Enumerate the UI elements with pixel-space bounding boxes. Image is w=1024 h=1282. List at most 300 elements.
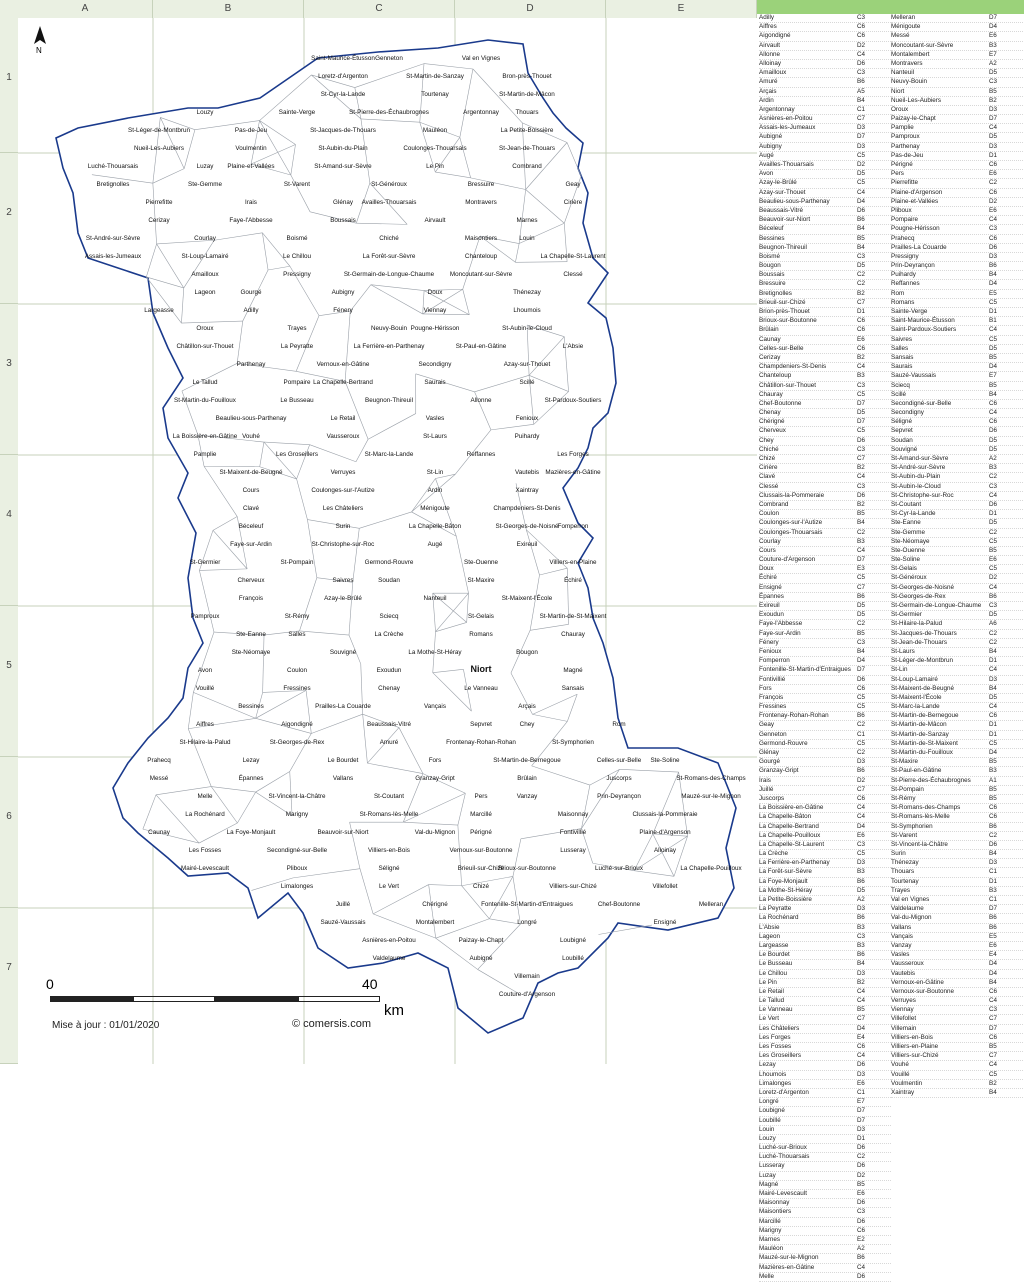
commune-label[interactable]: Chiché xyxy=(379,235,399,242)
index-row xyxy=(759,657,891,666)
commune-label[interactable]: Granzay-Gript xyxy=(415,775,455,782)
commune-label[interactable]: Aigondigné xyxy=(281,721,313,728)
index-row xyxy=(759,777,891,786)
commune-label[interactable]: Bron-près-Thouet xyxy=(502,73,552,80)
commune-label[interactable]: Pers xyxy=(475,793,488,800)
commune-label[interactable]: St-Maixent-de-Beugné xyxy=(219,469,283,476)
commune-label[interactable]: Trayes xyxy=(287,325,306,332)
commune-label[interactable]: Pougne-Hérisson xyxy=(411,325,460,332)
commune-label[interactable]: Chérigné xyxy=(422,901,448,908)
commune-label[interactable]: Thouars xyxy=(515,109,538,116)
commune-label[interactable]: La Forêt-sur-Sèvre xyxy=(363,253,416,260)
commune-label[interactable]: Amuré xyxy=(380,739,399,746)
commune-label[interactable]: St-Martin-du-Fouilloux xyxy=(174,397,237,404)
index-grid-cell: E6 xyxy=(989,556,1019,564)
commune-label[interactable]: Tourtenay xyxy=(421,91,450,98)
commune-label[interactable]: St-Christophe-sur-Roc xyxy=(312,541,375,548)
commune-label[interactable]: Azay-sur-Thouet xyxy=(504,361,551,368)
commune-label[interactable]: Pompaire xyxy=(284,379,311,386)
commune-label[interactable]: François xyxy=(239,595,263,602)
commune-label[interactable]: Vernoux-en-Gâtine xyxy=(317,361,370,368)
commune-label[interactable]: Surin xyxy=(336,523,351,530)
commune-label[interactable]: Glénay xyxy=(333,199,354,206)
commune-label[interactable]: Pierrefitte xyxy=(146,199,173,206)
commune-label[interactable]: Vouhé xyxy=(242,433,260,440)
commune-label[interactable]: Pamplie xyxy=(194,451,217,458)
commune-label[interactable]: Chizé xyxy=(473,883,490,890)
index-row xyxy=(891,170,1023,179)
commune-label[interactable]: Périgné xyxy=(470,829,492,836)
commune-label[interactable]: Amailloux xyxy=(191,271,219,278)
commune-label[interactable]: Parthenay xyxy=(237,361,267,368)
commune-label[interactable]: Plaine-d'Argenson xyxy=(639,829,691,836)
commune-label[interactable]: Champdeniers-St-Denis xyxy=(493,505,560,512)
commune-label[interactable]: Ste-Eanne xyxy=(236,631,266,638)
commune-label[interactable]: Le Pin xyxy=(426,163,444,170)
commune-label[interactable]: Sainte-Verge xyxy=(279,109,316,116)
commune-label[interactable]: Pliboux xyxy=(287,865,309,872)
commune-label[interactable]: Fors xyxy=(429,757,442,764)
commune-label[interactable]: Largeasse xyxy=(144,307,174,314)
commune-label[interactable]: Ménigoute xyxy=(420,505,450,512)
commune-label[interactable]: La Peyratte xyxy=(281,343,314,350)
commune-label[interactable]: Melle xyxy=(197,793,213,800)
commune-label[interactable]: Sepvret xyxy=(470,721,492,728)
commune-label[interactable]: Faye-sur-Ardin xyxy=(230,541,272,548)
commune-label[interactable]: Bessines xyxy=(238,703,264,710)
commune-label[interactable]: Allonne xyxy=(470,397,492,404)
commune-label[interactable]: Caunay xyxy=(148,829,171,836)
commune-label[interactable]: Geay xyxy=(565,181,581,188)
commune-label[interactable]: St-André-sur-Sèvre xyxy=(86,235,141,242)
commune-label[interactable]: Vautebis xyxy=(515,469,539,476)
commune-label[interactable]: Marigny xyxy=(286,811,309,818)
commune-label[interactable]: Saivres xyxy=(333,577,354,584)
commune-label[interactable]: Le Vert xyxy=(379,883,399,890)
index-grid-cell: B6 xyxy=(857,593,887,601)
commune-label[interactable]: St-Rémy xyxy=(285,613,310,620)
commune-label[interactable]: Alloinay xyxy=(654,847,677,854)
commune-label[interactable]: Louin xyxy=(519,235,535,242)
index-grid-cell: C5 xyxy=(857,179,887,187)
commune-label[interactable]: St-Hilaire-la-Palud xyxy=(179,739,231,746)
commune-label[interactable]: Val en Vignes xyxy=(462,55,500,62)
commune-label[interactable]: Combrand xyxy=(512,163,542,170)
commune-label[interactable]: Xaintray xyxy=(515,487,539,494)
commune-label[interactable]: Fontenille-St-Martin-d'Entraigues xyxy=(481,901,573,908)
commune-label[interactable]: Marcillé xyxy=(470,811,492,818)
index-row xyxy=(891,418,1023,427)
index-grid-cell: D5 xyxy=(989,345,1019,353)
commune-label[interactable]: Chenay xyxy=(378,685,401,692)
commune-label[interactable]: Luzay xyxy=(197,163,215,170)
index-grid-cell: C6 xyxy=(857,1227,887,1235)
commune-label[interactable]: Juillé xyxy=(336,901,351,908)
commune-label[interactable]: St-Gelais xyxy=(468,613,494,620)
commune-label[interactable]: Fénery xyxy=(333,307,353,314)
commune-label[interactable]: Bougon xyxy=(516,649,538,656)
commune-label[interactable]: Pressigny xyxy=(283,271,311,278)
commune-label[interactable]: Fenioux xyxy=(516,415,539,422)
index-commune-name: Genneton xyxy=(759,731,857,739)
commune-label[interactable]: Lageon xyxy=(194,289,216,296)
commune-label[interactable]: St-Martin-de-Sanzay xyxy=(406,73,465,80)
commune-label[interactable]: Oroux xyxy=(196,325,214,332)
commune-label[interactable]: St-Martin-de-Mâcon xyxy=(499,91,555,98)
commune-label[interactable]: Montalembert xyxy=(416,919,455,926)
commune-label[interactable]: Verruyes xyxy=(331,469,356,476)
commune-label[interactable]: St-Maixent-l'École xyxy=(502,593,553,602)
commune-label[interactable]: Vernoux-sur-Boutonne xyxy=(449,847,513,854)
index-grid-cell: D4 xyxy=(989,960,1019,968)
commune-label[interactable]: La Chapelle-Bertrand xyxy=(313,379,373,386)
commune-label[interactable]: Brûlain xyxy=(517,775,537,782)
commune-label[interactable]: Fontivillié xyxy=(560,829,587,836)
commune-label[interactable]: Courlay xyxy=(194,235,217,242)
commune-label[interactable]: Couture-d'Argenson xyxy=(499,991,556,998)
commune-label[interactable]: Secondigné-sur-Belle xyxy=(267,847,328,854)
commune-label[interactable]: Mauzé-sur-le-Mignon xyxy=(681,793,741,800)
map-area[interactable] xyxy=(18,18,757,1064)
commune-label[interactable]: Voulmentin xyxy=(235,145,267,152)
index-commune-name: Rom xyxy=(891,290,989,298)
commune-label[interactable]: Frontenay-Rohan-Rohan xyxy=(446,739,516,746)
commune-label[interactable]: Pamproux xyxy=(191,613,221,620)
commune-label[interactable]: Le Bourdet xyxy=(328,757,359,764)
index-row xyxy=(891,795,1023,804)
commune-label[interactable]: Aubigné xyxy=(469,955,493,962)
commune-label[interactable]: Doux xyxy=(428,289,444,296)
commune-label[interactable]: St-Jacques-de-Thouars xyxy=(310,127,376,134)
commune-label[interactable]: Mairé-Levescault xyxy=(181,865,229,872)
index-grid-cell: C4 xyxy=(989,997,1019,1005)
commune-label[interactable]: Prahecq xyxy=(147,757,171,764)
commune-label[interactable]: Vallans xyxy=(333,775,353,782)
commune-label[interactable]: Ardin xyxy=(428,487,443,494)
commune-label[interactable]: Vouillé xyxy=(196,685,215,692)
commune-label[interactable]: Messé xyxy=(150,775,169,782)
commune-label[interactable]: La Crèche xyxy=(374,631,404,638)
commune-label[interactable]: Saurais xyxy=(424,379,445,386)
commune-label[interactable]: Prin-Deyrançon xyxy=(597,793,641,800)
commune-label[interactable]: Soudan xyxy=(378,577,400,584)
commune-label[interactable]: Villiers-sur-Chizé xyxy=(549,883,597,890)
commune-label[interactable]: Rom xyxy=(612,721,625,728)
commune-label[interactable]: Bretignolles xyxy=(97,181,130,188)
commune-label[interactable]: Le Tallud xyxy=(192,379,218,386)
index-grid-cell: D5 xyxy=(989,437,1019,445)
commune-label[interactable]: Loubigné xyxy=(560,937,586,944)
commune-label[interactable]: Clavé xyxy=(243,505,260,512)
commune-label[interactable]: La Rochénard xyxy=(185,811,225,818)
commune-label[interactable]: Lusseray xyxy=(560,847,586,854)
commune-label[interactable]: Puihardy xyxy=(515,433,541,440)
commune-label[interactable]: Lhoumois xyxy=(513,307,540,314)
commune-label[interactable]: St-Paul-en-Gâtine xyxy=(456,343,507,350)
index-commune-name: Vernoux-sur-Boutonne xyxy=(891,988,989,996)
commune-label[interactable]: Villefollet xyxy=(652,883,677,890)
commune-label[interactable]: Cerizay xyxy=(148,217,170,224)
commune-label[interactable]: Asnières-en-Poitou xyxy=(362,937,416,944)
commune-label[interactable]: Exireuil xyxy=(517,541,538,548)
commune-label[interactable]: Loubillé xyxy=(562,955,584,962)
commune-label[interactable]: St-Martin-de-Bernegoue xyxy=(493,757,561,764)
commune-label[interactable]: Les Forges xyxy=(557,451,589,458)
commune-label[interactable]: Villiers-en-Plaine xyxy=(549,559,597,566)
commune-label[interactable]: Coulonges-sur-l'Autize xyxy=(311,487,375,494)
commune-label[interactable]: Ensigné xyxy=(654,919,677,926)
commune-label[interactable]: Brieuil-sur-Chizé xyxy=(458,865,505,872)
commune-label[interactable]: St-Pardoux-Soutiers xyxy=(545,397,602,404)
commune-label[interactable]: Clussais-la-Pommeraie xyxy=(632,811,698,818)
commune-label[interactable]: Coulon xyxy=(287,667,307,674)
commune-label[interactable]: Ste-Soline xyxy=(650,757,680,764)
commune-label[interactable]: Beaussais-Vitré xyxy=(367,721,411,728)
commune-label[interactable]: La Chapelle-Bâton xyxy=(409,523,462,530)
commune-label[interactable]: Faye-l'Abbesse xyxy=(229,217,273,224)
commune-label[interactable]: Maisonnay xyxy=(558,811,589,818)
commune-label[interactable]: Villiers-en-Bois xyxy=(368,847,410,854)
commune-label[interactable]: Exoudun xyxy=(377,667,402,674)
commune-label[interactable]: Romans xyxy=(469,631,492,638)
index-row xyxy=(891,997,1023,1006)
commune-label[interactable]: Chey xyxy=(520,721,536,728)
index-row xyxy=(891,216,1023,225)
commune-label[interactable]: Vançais xyxy=(424,703,446,710)
commune-label[interactable]: Ste-Ouenne xyxy=(464,559,498,566)
commune-label[interactable]: Ste-Gemme xyxy=(188,181,222,188)
commune-label[interactable]: St-Maxire xyxy=(468,577,495,584)
commune-label[interactable]: St-Pierre-des-Échaubrognes xyxy=(349,107,429,116)
commune-label[interactable]: Vanzay xyxy=(517,793,538,800)
commune-label[interactable]: Béceleuf xyxy=(239,523,264,530)
commune-label[interactable]: Nueil-Les-Aubiers xyxy=(134,145,184,152)
index-row xyxy=(891,271,1023,280)
commune-label[interactable]: Châtillon-sur-Thouet xyxy=(176,343,233,350)
commune-label[interactable]: Sansais xyxy=(562,685,584,692)
commune-label[interactable]: St-Germain-de-Longue-Chaume xyxy=(344,271,435,278)
commune-label[interactable]: Pas-de-Jeu xyxy=(235,127,268,134)
commune-label[interactable]: Niort xyxy=(471,664,492,674)
commune-label[interactable]: Beaulieu-sous-Parthenay xyxy=(216,415,288,422)
commune-label[interactable]: Secondigny xyxy=(419,361,453,368)
commune-label[interactable]: Ste-Néomaye xyxy=(232,649,271,656)
commune-label[interactable]: Fressines xyxy=(283,685,310,692)
index-row xyxy=(891,391,1023,400)
commune-label[interactable]: St-Marc-la-Lande xyxy=(365,451,414,458)
commune-label[interactable]: St-Vincent-la-Châtre xyxy=(269,793,326,800)
commune-label[interactable]: Genneton xyxy=(375,55,403,62)
commune-label[interactable]: Chauray xyxy=(561,631,586,638)
commune-label[interactable]: St-Laurs xyxy=(423,433,447,440)
commune-label[interactable]: Melleran xyxy=(699,901,724,908)
commune-label[interactable]: Augé xyxy=(428,541,443,548)
commune-label[interactable]: Arçais xyxy=(518,703,536,710)
commune-label[interactable]: St-Symphorien xyxy=(552,739,594,746)
commune-label[interactable]: Le Chillou xyxy=(283,253,312,260)
commune-label[interactable]: Chef-Boutonne xyxy=(598,901,641,908)
commune-label[interactable]: Magné xyxy=(563,667,583,674)
commune-label[interactable]: Maisontiers xyxy=(465,235,497,242)
commune-label[interactable]: St-Coutant xyxy=(374,793,404,800)
commune-label[interactable]: Le Vanneau xyxy=(464,685,498,692)
commune-label[interactable]: Lezay xyxy=(243,757,261,764)
commune-label[interactable]: Limalonges xyxy=(281,883,313,890)
commune-label[interactable]: Marnes xyxy=(517,217,538,224)
commune-label[interactable]: Vausseroux xyxy=(327,433,361,440)
commune-label[interactable]: Luché-sur-Brioux xyxy=(595,865,644,872)
commune-label[interactable]: Valdelaume xyxy=(373,955,406,962)
index-commune-name: La Petite-Boissière xyxy=(759,896,857,904)
commune-label[interactable]: Mauléon xyxy=(423,127,448,134)
commune-label[interactable]: Beugnon-Thireuil xyxy=(365,397,413,404)
commune-label[interactable]: Availles-Thouarsais xyxy=(362,199,417,206)
index-row xyxy=(759,216,891,225)
department-map[interactable] xyxy=(18,18,757,1064)
commune-label[interactable]: St-Jean-de-Thouars xyxy=(499,145,555,152)
commune-label[interactable]: St-Loup-Lamairé xyxy=(182,253,229,260)
commune-label[interactable]: Moncoutant-sur-Sèvre xyxy=(450,271,513,278)
commune-label[interactable]: La Chapelle-Pouilloux xyxy=(680,865,742,872)
commune-label[interactable]: Cirière xyxy=(564,199,583,206)
index-commune-name: Ménigoute xyxy=(891,23,989,31)
commune-label[interactable]: Prailles-La Couarde xyxy=(315,703,371,710)
commune-label[interactable]: Juscorps xyxy=(606,775,631,782)
commune-label[interactable]: La Boissière-en-Gâtine xyxy=(173,433,238,440)
commune-label[interactable]: Les Châteliers xyxy=(323,505,363,512)
commune-label[interactable]: Reffannes xyxy=(467,451,496,458)
index-grid-cell: C3 xyxy=(857,933,887,941)
commune-label[interactable]: St-Aubin-le-Cloud xyxy=(502,325,552,332)
index-commune-name: St-Maixent-de-Beugné xyxy=(891,685,989,693)
index-grid-cell: E5 xyxy=(989,933,1019,941)
commune-label[interactable]: Neuvy-Bouin xyxy=(371,325,408,332)
commune-label[interactable]: St-Cyr-la-Lande xyxy=(321,91,366,98)
commune-label[interactable]: Irais xyxy=(245,199,257,206)
commune-label[interactable]: Plaine-et-Vallées xyxy=(227,163,274,170)
commune-label[interactable]: Brioux-sur-Boutonne xyxy=(498,865,556,872)
commune-label[interactable]: Val-du-Mignon xyxy=(415,829,456,836)
commune-label[interactable]: St-Aubin-du-Plain xyxy=(318,145,368,152)
commune-label[interactable]: Mazières-en-Gâtine xyxy=(545,469,601,476)
commune-label[interactable]: Le Retail xyxy=(331,415,356,422)
commune-label[interactable]: Vasles xyxy=(426,415,444,422)
commune-label[interactable]: Azay-le-Brûlé xyxy=(324,595,362,602)
commune-label[interactable]: Germond-Rouvre xyxy=(365,559,414,566)
commune-label[interactable]: Cours xyxy=(243,487,260,494)
commune-label[interactable]: Les Fosses xyxy=(189,847,221,854)
commune-label[interactable]: St-Lin xyxy=(427,469,444,476)
commune-label[interactable]: Airvault xyxy=(425,217,446,224)
commune-label[interactable]: La Petite-Boissière xyxy=(501,127,554,134)
commune-label[interactable]: Gourgé xyxy=(240,289,262,296)
commune-label[interactable]: Beauvoir-sur-Niort xyxy=(317,829,368,836)
commune-label[interactable]: Échiré xyxy=(564,575,582,584)
commune-label[interactable]: St-Amand-sur-Sèvre xyxy=(314,163,372,170)
index-commune-name: Vallans xyxy=(891,924,989,932)
commune-label[interactable]: La Chapelle-St-Laurent xyxy=(540,253,605,260)
commune-label[interactable]: Les Groseillers xyxy=(276,451,318,458)
index-row xyxy=(891,510,1023,519)
commune-label[interactable]: La Ferrière-en-Parthenay xyxy=(354,343,426,350)
commune-label[interactable]: Thénezay xyxy=(513,289,542,296)
commune-label[interactable]: Nanteuil xyxy=(423,595,446,602)
commune-label[interactable]: Luché-Thouarsais xyxy=(88,163,138,170)
commune-label[interactable]: Argentonnay xyxy=(463,109,500,116)
commune-label[interactable]: Longré xyxy=(517,919,537,926)
commune-label[interactable]: St-Germier xyxy=(190,559,221,566)
index-commune-name: St-Rémy xyxy=(891,795,989,803)
commune-label[interactable]: St-Georges-de-Noisné xyxy=(496,523,559,530)
commune-label[interactable]: St-Georges-de-Rex xyxy=(270,739,325,746)
commune-label[interactable]: St-Romans-lès-Melle xyxy=(360,811,419,818)
commune-label[interactable]: St-Varent xyxy=(284,181,310,188)
commune-label[interactable]: Fomperron xyxy=(558,523,589,530)
commune-label[interactable]: Salles xyxy=(288,631,305,638)
commune-label[interactable]: St-Martin-de-St-Maixent xyxy=(540,613,607,620)
commune-label[interactable]: Bressuire xyxy=(468,181,495,188)
index-commune-name: Germond-Rouvre xyxy=(759,740,857,748)
commune-label[interactable]: Chanteloup xyxy=(465,253,498,260)
commune-label[interactable]: St-Généroux xyxy=(371,181,408,188)
commune-label[interactable]: Souvigné xyxy=(330,649,357,656)
commune-label[interactable]: Paizay-le-Chapt xyxy=(459,937,504,944)
commune-label[interactable]: Assais-les-Jumeaux xyxy=(85,253,142,260)
commune-label[interactable]: Boismé xyxy=(287,235,308,242)
commune-label[interactable]: Sciecq xyxy=(380,613,399,620)
commune-label[interactable]: Louzy xyxy=(197,109,215,116)
commune-label[interactable]: Celles-sur-Belle xyxy=(597,757,642,764)
commune-label[interactable]: La Mothe-St-Héray xyxy=(408,649,462,656)
commune-label[interactable]: Saint-Maurice-Étusson xyxy=(311,53,375,62)
commune-label[interactable]: St-Léger-de-Montbrun xyxy=(128,127,190,134)
commune-label[interactable]: Cherveux xyxy=(238,577,266,584)
commune-label[interactable]: Villemain xyxy=(514,973,540,980)
index-row xyxy=(891,685,1023,694)
commune-label[interactable]: Montravers xyxy=(465,199,497,206)
index-row xyxy=(891,648,1023,657)
commune-label[interactable]: Séligné xyxy=(378,865,400,872)
commune-label[interactable]: Le Busseau xyxy=(280,397,314,404)
index-row xyxy=(759,510,891,519)
commune-label[interactable]: St-Pompain xyxy=(281,559,314,566)
commune-label[interactable]: Avon xyxy=(198,667,213,674)
commune-label[interactable]: Sauzé-Vaussais xyxy=(320,919,365,926)
commune-label[interactable]: Boussais xyxy=(330,217,356,224)
index-row xyxy=(891,336,1023,345)
commune-label[interactable]: Loretz-d'Argenton xyxy=(318,73,368,80)
index-row xyxy=(759,179,891,188)
commune-label[interactable]: Adilly xyxy=(243,307,259,314)
index-row xyxy=(759,712,891,721)
index-row xyxy=(891,1034,1023,1043)
commune-label[interactable]: Clessé xyxy=(563,271,583,278)
index-row xyxy=(759,106,891,115)
index-commune-name: Chef-Boutonne xyxy=(759,400,857,408)
index-commune-name: Mazières-en-Gâtine xyxy=(759,1264,857,1272)
index-commune-name: Courlay xyxy=(759,538,857,546)
commune-label[interactable]: L'Absie xyxy=(563,343,584,350)
commune-label[interactable]: La Foye-Monjault xyxy=(227,829,276,836)
commune-label[interactable]: Épannes xyxy=(239,773,264,782)
commune-label[interactable]: Aiffres xyxy=(196,721,214,728)
commune-label[interactable]: St-Romans-des-Champs xyxy=(676,775,745,782)
index-grid-cell: C6 xyxy=(989,813,1019,821)
commune-label[interactable]: Scillé xyxy=(519,379,535,386)
commune-label[interactable]: Aubigny xyxy=(332,289,356,296)
commune-label[interactable]: Viennay xyxy=(424,307,447,314)
commune-label[interactable]: Coulonges-Thouarsais xyxy=(403,145,466,152)
